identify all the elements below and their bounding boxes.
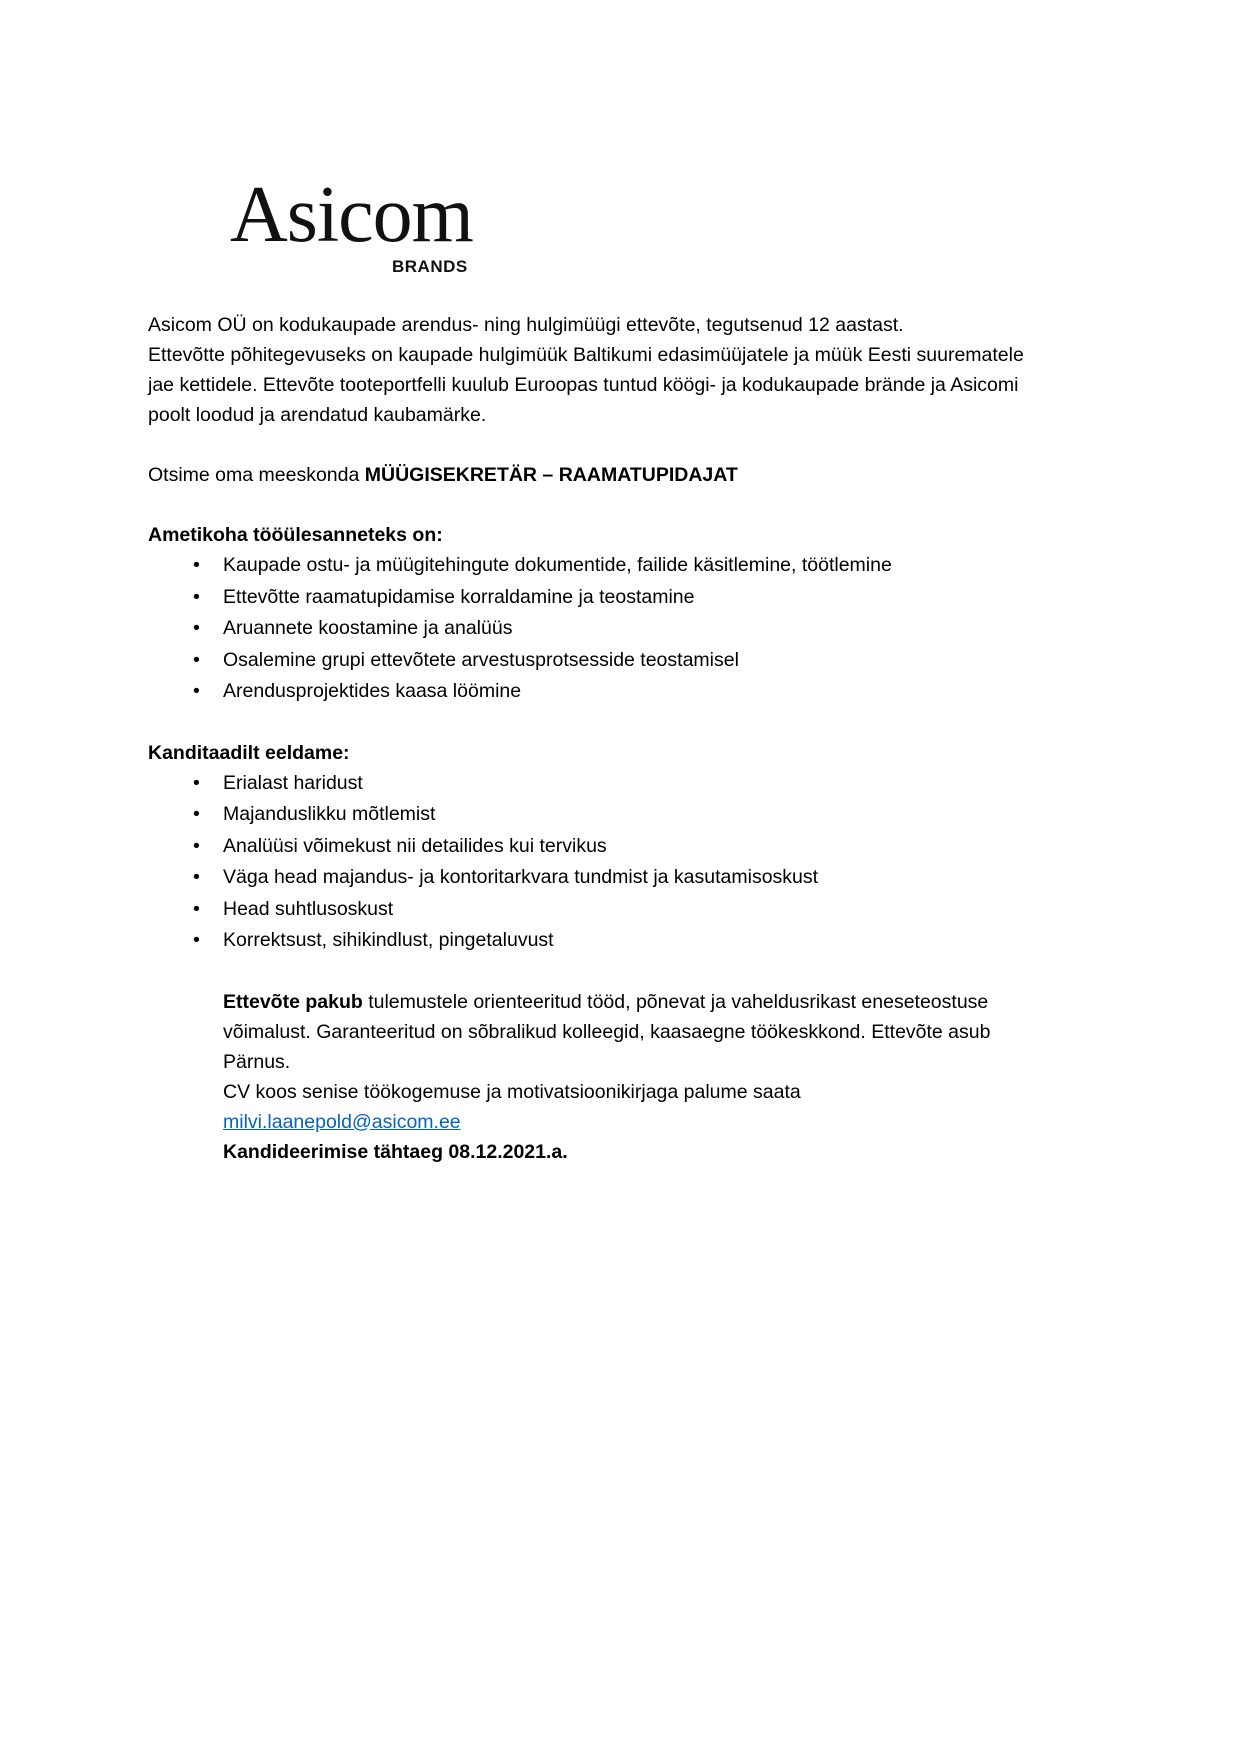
- intro-line: poolt loodud ja arendatud kaubamärke.: [148, 404, 487, 426]
- logo-wordmark: Asicom: [230, 171, 473, 259]
- list-item: [148, 768, 1098, 800]
- offer-block: [223, 987, 1093, 1167]
- lead-paragraph: [148, 460, 1098, 490]
- list-item: [148, 831, 1098, 863]
- list-item-text: Väga head majandus- ja kontoritarkvara tundmist ja kasutamisoskust: [223, 866, 819, 888]
- list-item-text: Korrektsust, sihikindlust, pingetaluvust: [223, 929, 554, 951]
- list-item: [148, 550, 1098, 582]
- intro-line: Asicom OÜ on kodukaupade arendus- ning hulgimüügi ettevõte, tegutsenud 12 aastast.: [148, 314, 904, 336]
- bullet-icon: •: [193, 929, 200, 951]
- offer-line: [223, 987, 1093, 1017]
- list-item: [148, 582, 1098, 614]
- list-item-text: Analüüsi võimekust nii detailides kui tervikus: [223, 834, 607, 857]
- list-item-text: Arendusprojektides kaasa löömine: [223, 680, 522, 702]
- document-body: [148, 310, 1098, 1167]
- list-item-text: Osalemine grupi ettevõtete arvestusprotsesside teostamisel: [223, 648, 739, 671]
- list-item: [148, 799, 1098, 831]
- list-item: [148, 862, 1098, 894]
- list-item-text: Ettevõtte raamatupidamise korraldamine ja teostamine: [223, 585, 695, 608]
- bullet-icon: •: [193, 617, 200, 639]
- lead-prefix: Otsime oma meeskonda: [148, 464, 365, 486]
- bullet-icon: •: [193, 648, 200, 671]
- bullet-icon: •: [193, 554, 200, 576]
- offer-text: tulemustele orienteeritud tööd, põnevat ja vaheldusrikast eneseteostuse: [362, 990, 989, 1013]
- company-logo: [230, 171, 500, 276]
- list-item-text: Majanduslikku mõtlemist: [223, 803, 436, 825]
- email-line: [223, 1107, 1093, 1137]
- list-item: [148, 676, 1098, 708]
- requirements-list: [148, 768, 1098, 957]
- bullet-icon: •: [193, 771, 200, 794]
- list-item-text: Head suhtlusoskust: [223, 897, 394, 920]
- cv-instruction: CV koos senise töökogemuse ja motivatsioonikirjaga palume saata: [223, 1080, 801, 1103]
- offer-line: võimalust. Garanteeritud on sõbralikud kolleegid, kaasaegne töökeskkond. Ettevõte asub: [223, 1020, 991, 1043]
- application-deadline: Kandideerimise tähtaeg 08.12.2021.a.: [223, 1140, 568, 1163]
- bullet-icon: •: [193, 585, 200, 608]
- list-item: [148, 925, 1098, 957]
- list-item-text: Kaupade ostu- ja müügitehingute dokumentide, failide käsitlemine, töötlemine: [223, 554, 892, 576]
- bullet-icon: •: [193, 866, 200, 888]
- bullet-icon: •: [193, 834, 200, 857]
- intro-paragraph: [148, 310, 1098, 430]
- bullet-icon: •: [193, 803, 200, 825]
- logo-subtitle: BRANDS: [392, 257, 468, 276]
- list-item: [148, 613, 1098, 645]
- bullet-icon: •: [193, 680, 200, 702]
- list-item: [148, 894, 1098, 926]
- bullet-icon: •: [193, 897, 200, 920]
- offer-line: Pärnus.: [223, 1050, 291, 1073]
- list-item: [148, 645, 1098, 677]
- duties-list: [148, 550, 1098, 708]
- list-item-text: Aruannete koostamine ja analüüs: [223, 617, 513, 639]
- list-item-text: Erialast haridust: [223, 771, 363, 794]
- intro-line: jae kettidele. Ettevõte tooteportfelli kuulub Euroopas tuntud köögi- ja kodukaupade brände ja Asicomi: [148, 374, 1019, 396]
- duties-title: Ametikoha tööülesanneteks on:: [148, 524, 443, 546]
- email-link[interactable]: milvi.laanepold@asicom.ee: [223, 1110, 461, 1133]
- requirements-title: Kanditaadilt eeldame:: [148, 741, 350, 764]
- position-title: MÜÜGISEKRETÄR – RAAMATUPIDAJAT: [364, 464, 738, 486]
- intro-line: Ettevõtte põhitegevuseks on kaupade hulgimüük Baltikumi edasimüüjatele ja müük Eesti suurematele: [148, 344, 1024, 366]
- offer-bold: Ettevõte pakub: [223, 990, 363, 1013]
